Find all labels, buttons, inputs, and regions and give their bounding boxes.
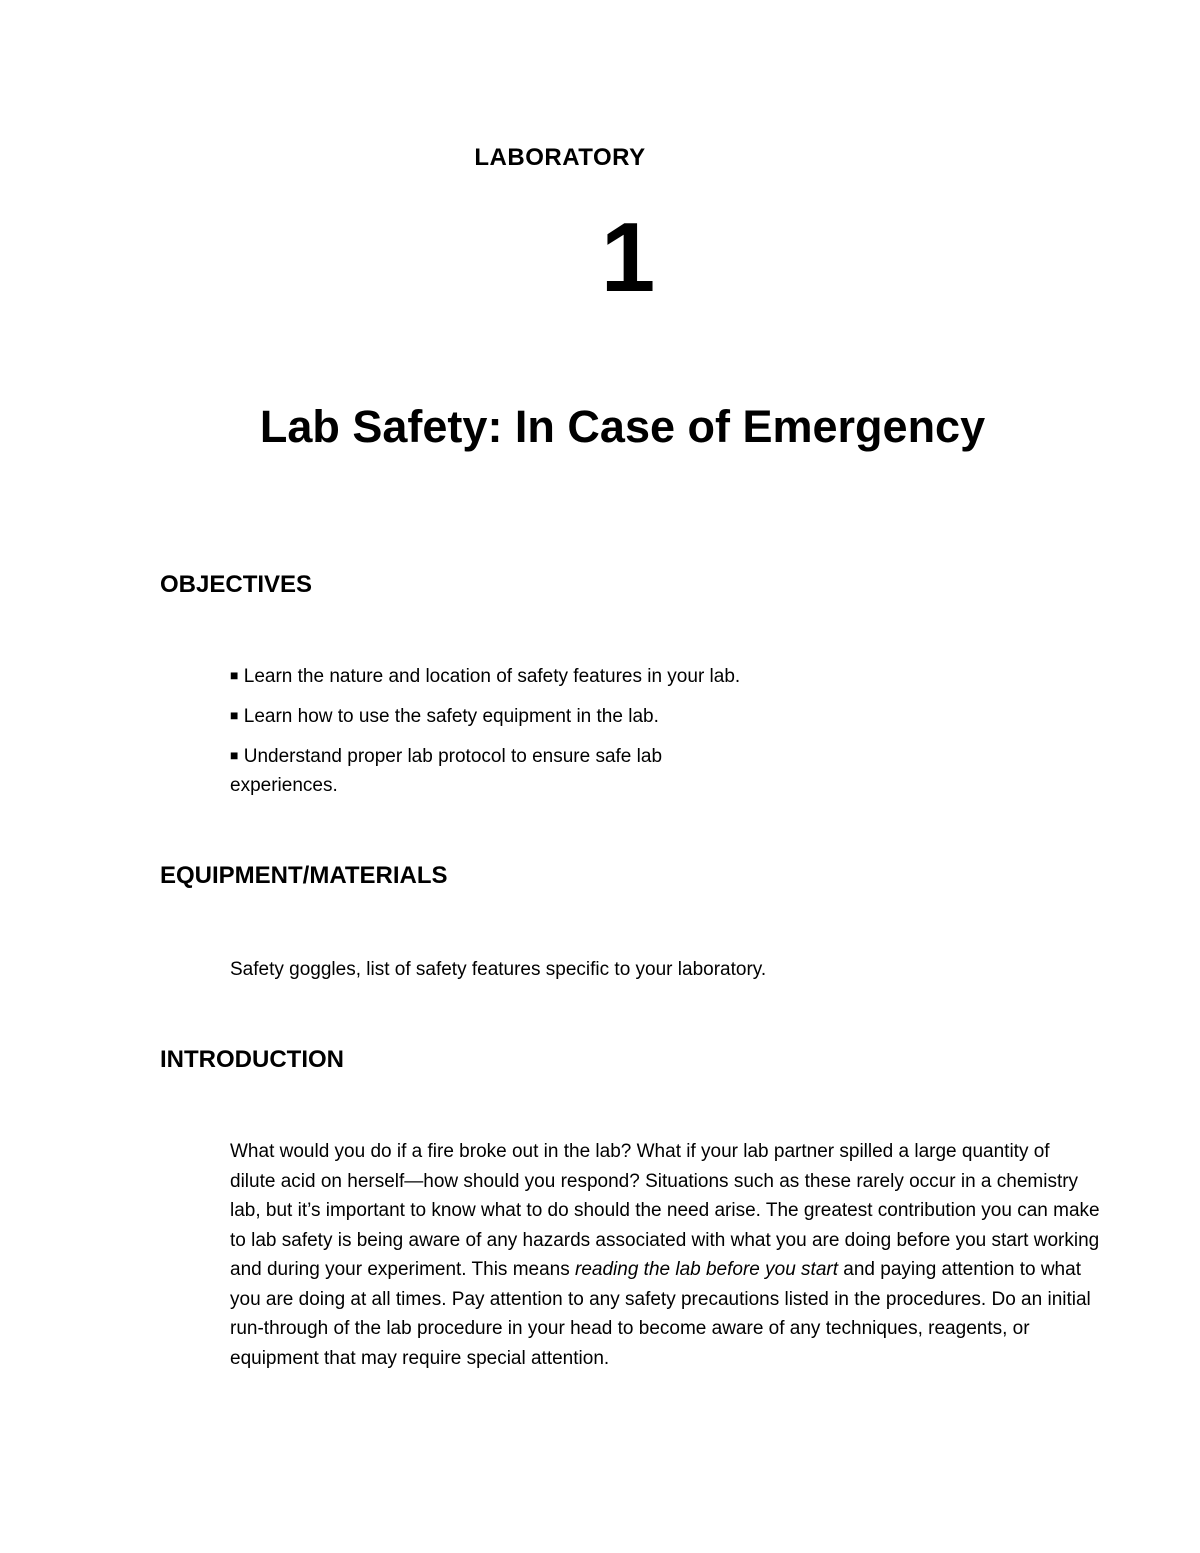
objective-item (230, 741, 730, 800)
introduction-text-part: and paying attention to what you are doing at all times. Pay attention to any safety precautions listed in the procedures. Do an initial run-through of the lab procedure in your head to become aware of any techniques, reagents, or equipment that may require special attention. (230, 1259, 1091, 1369)
bullet-icon: ■ (230, 747, 239, 763)
bullet-icon: ■ (230, 707, 239, 723)
introduction-text-part: What would you do if a fire broke out in the lab? What if your lab partner spilled a large quantity of dilute acid on herself—how should you respond? Situations such as these rarely occur in a chemistry lab, but it’s important to know what to do should the need arise. The greatest contribution you can make to lab safety is being aware of any hazards associated with what you are doing before you start working and during your experiment. This means (230, 1141, 1100, 1280)
lab-label: LABORATORY (474, 144, 646, 171)
equipment-text: Safety goggles, list of safety features specific to your laboratory. (230, 959, 767, 980)
lab-number: 1 (600, 202, 656, 312)
bullet-icon: ■ (230, 667, 239, 683)
equipment-heading: EQUIPMENT/MATERIALS (160, 862, 448, 889)
objective-item (230, 661, 770, 691)
objective-text: Understand proper lab protocol to ensure safe lab experiences. (230, 746, 663, 796)
introduction-emphasis: reading the lab before you start (575, 1259, 839, 1280)
objective-text: Learn the nature and location of safety features in your lab. (243, 666, 741, 687)
objective-item (230, 701, 770, 731)
introduction-heading: INTRODUCTION (160, 1046, 344, 1073)
introduction-text (230, 1137, 1100, 1373)
objectives-heading: OBJECTIVES (160, 571, 313, 598)
objective-text: Learn how to use the safety equipment in the lab. (243, 706, 659, 727)
document-title: Lab Safety: In Case of Emergency (259, 401, 986, 452)
